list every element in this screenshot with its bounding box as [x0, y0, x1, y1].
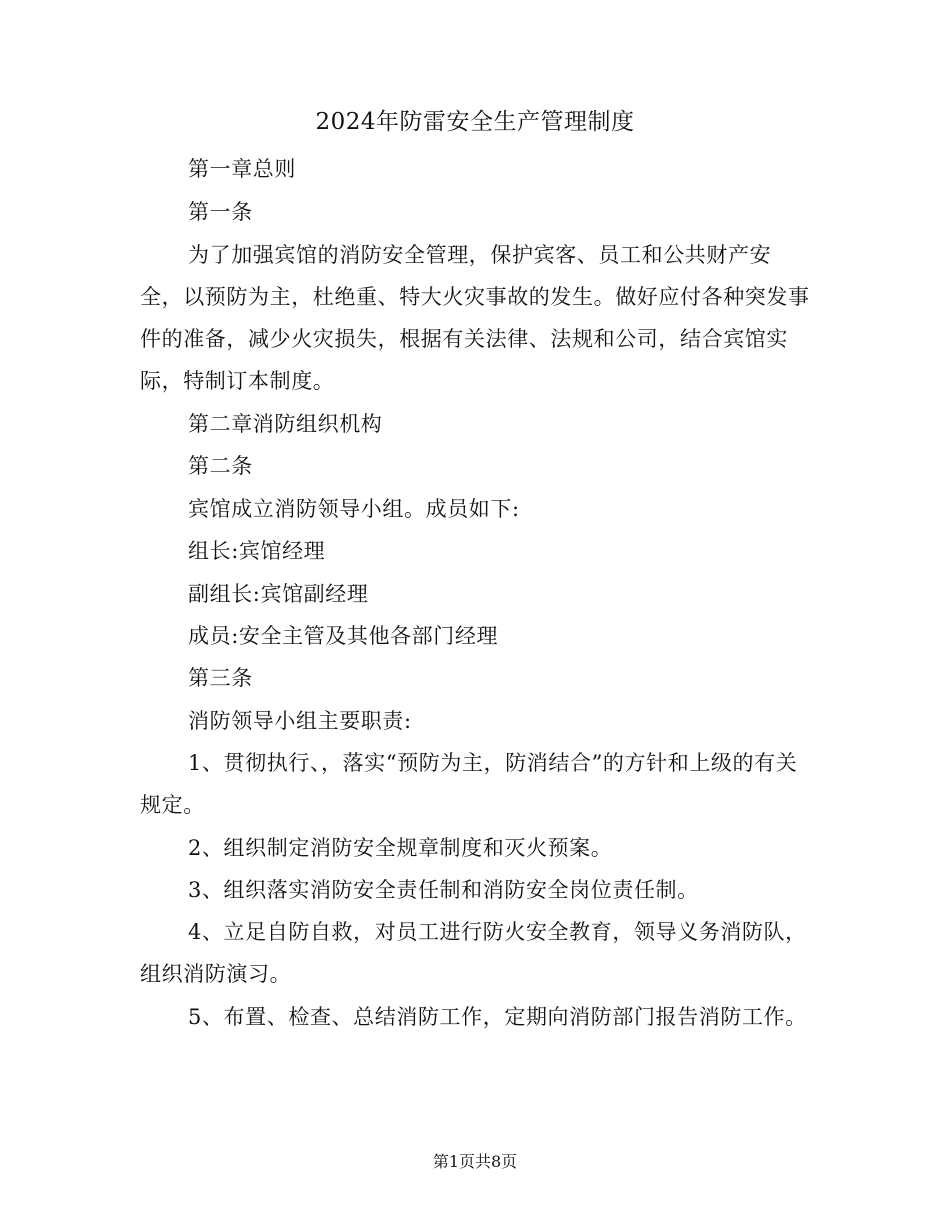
page-number-footer: 第1页共8页 — [432, 1152, 518, 1171]
chapter-heading-1: 第一章总则 — [188, 157, 296, 181]
duty-item-5: 5、布置、检查、总结消防工作，定期向消防部门报告消防工作。 — [188, 1005, 807, 1029]
duty-item-4: 4、立足自防自救，对员工进行防火安全教育，领导义务消防队，组织消防演习。 — [140, 920, 807, 986]
article-heading-2: 第二条 — [188, 454, 253, 478]
article-heading-3: 第三条 — [188, 666, 253, 690]
duty-item-1: 1、贯彻执行、，落实“预防为主，防消结合”的方针和上级的有关规定。 — [140, 751, 798, 817]
article-3-text: 消防领导小组主要职责: — [188, 709, 412, 733]
member-leader: 组长:宾馆经理 — [188, 539, 326, 563]
article-1-text: 为了加强宾馆的消防安全管理，保护宾客、员工和公共财产安全，以预防为主，杜绝重、特大火灾事故的发生。做好应付各种突发事件的准备，减少火灾损失，根据有关法律、法规和公司，结合宾馆实际，特制订本制度。 — [140, 243, 810, 393]
member-deputy: 副组长:宾馆副经理 — [188, 582, 369, 606]
duty-item-2: 2、组织制定消防安全规章制度和灭火预案。 — [188, 836, 613, 860]
chapter-heading-2: 第二章消防组织机构 — [188, 412, 383, 436]
document-title: 2024年防雷安全生产管理制度 — [315, 109, 635, 135]
article-heading-1: 第一条 — [188, 200, 253, 224]
duty-item-3: 3、组织落实消防安全责任制和消防安全岗位责任制。 — [188, 878, 699, 902]
member-members: 成员:安全主管及其他各部门经理 — [188, 624, 499, 648]
article-2-text: 宾馆成立消防领导小组。成员如下: — [188, 497, 520, 521]
